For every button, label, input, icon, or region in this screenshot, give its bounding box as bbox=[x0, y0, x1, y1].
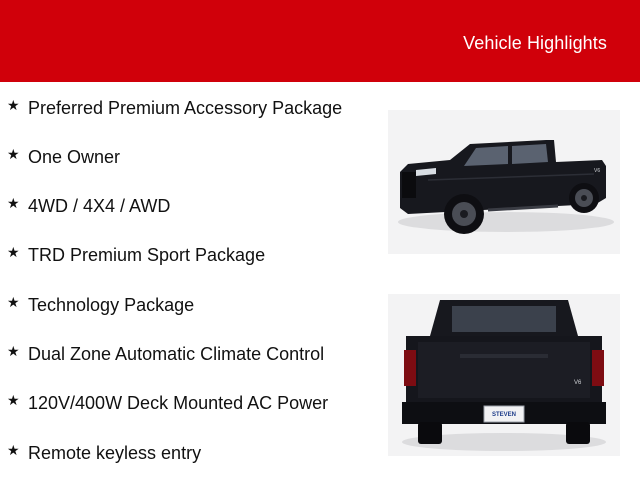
header-title: Vehicle Highlights bbox=[463, 33, 607, 53]
star-icon: ★ bbox=[7, 98, 20, 114]
truck-side-illustration bbox=[388, 110, 620, 254]
truck-rear-photo bbox=[388, 294, 620, 456]
feature-item bbox=[0, 193, 380, 219]
feature-item bbox=[0, 292, 380, 318]
star-icon: ★ bbox=[7, 147, 20, 163]
feature-label: Dual Zone Automatic Climate Control bbox=[28, 344, 325, 364]
dealer-plate: STEVEN bbox=[491, 412, 517, 418]
feature-item bbox=[0, 341, 380, 367]
star-icon: ★ bbox=[7, 443, 20, 459]
star-icon: ★ bbox=[7, 196, 20, 212]
rear-badge: V6 bbox=[574, 380, 582, 386]
feature-item bbox=[0, 390, 380, 416]
side-badge: V6 bbox=[594, 168, 601, 174]
feature-label: Preferred Premium Accessory Package bbox=[28, 98, 343, 118]
star-icon: ★ bbox=[7, 393, 20, 409]
feature-label: 120V/400W Deck Mounted AC Power bbox=[28, 393, 329, 413]
truck-rear-illustration bbox=[388, 294, 620, 456]
feature-label: TRD Premium Sport Package bbox=[28, 245, 266, 265]
feature-label: Technology Package bbox=[28, 295, 195, 315]
feature-item bbox=[0, 95, 380, 121]
truck-side-photo bbox=[388, 110, 620, 254]
feature-label: One Owner bbox=[28, 147, 121, 167]
star-icon: ★ bbox=[7, 245, 20, 261]
star-icon: ★ bbox=[7, 344, 20, 360]
header-bar bbox=[0, 0, 640, 82]
feature-label: 4WD / 4X4 / AWD bbox=[28, 196, 171, 216]
feature-item bbox=[0, 440, 380, 466]
feature-item bbox=[0, 144, 380, 170]
feature-item bbox=[0, 242, 380, 268]
feature-label: Remote keyless entry bbox=[28, 443, 202, 463]
star-icon: ★ bbox=[7, 295, 20, 311]
